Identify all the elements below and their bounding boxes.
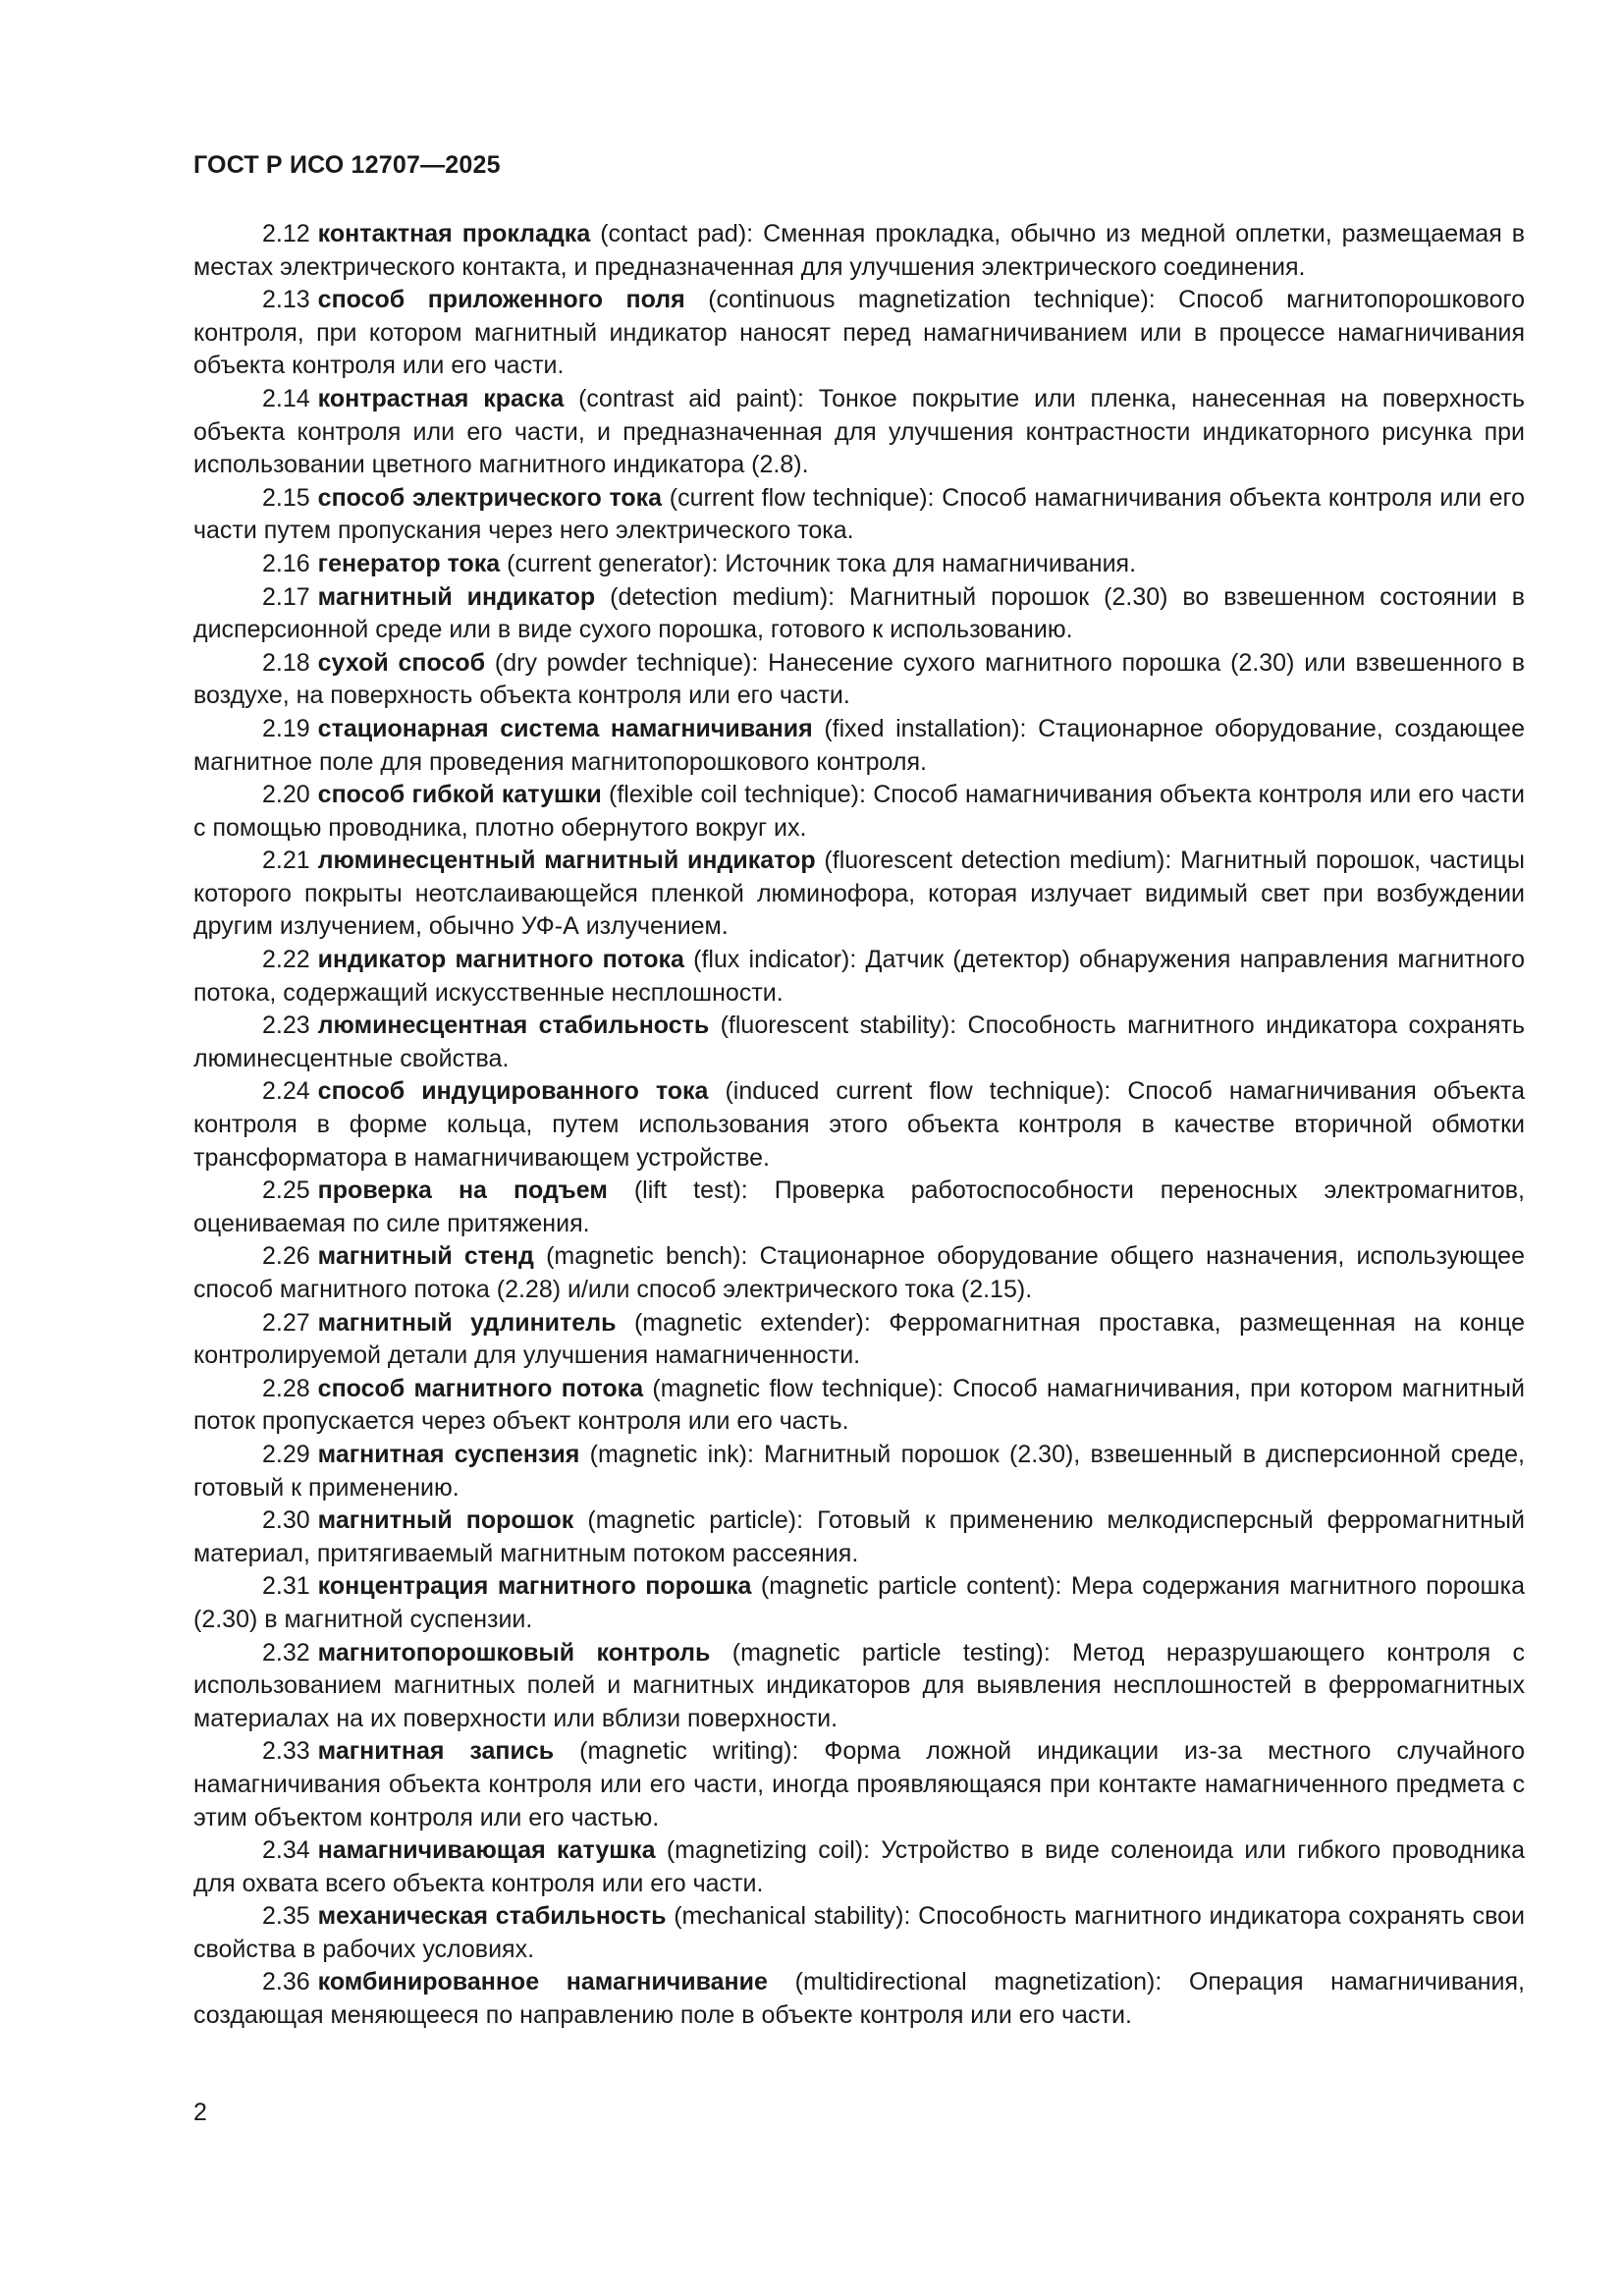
term-definition: (contrast aid paint): Тонкое покрытие или пленка, нанесенная на поверхность объекта контроля или его части, и предназначенная для улучшения контрастности индикаторного рисунка при использовании цветного магнитного индикатора (2.8). xyxy=(193,384,1525,479)
term-entry xyxy=(193,548,1525,581)
term-definition: (magnetic particle content): Мера содержания магнитного порошка (2.30) в магнитной суспензии. xyxy=(193,1572,1525,1633)
term-entry xyxy=(193,944,1525,1010)
term-title: контактная прокладка xyxy=(317,220,591,247)
term-entry xyxy=(193,1373,1525,1439)
term-number: 2.36 xyxy=(262,1968,310,1996)
term-definition: (lift test): Проверка работоспособности переносных электромагнитов, оцениваемая по силе притяжения. xyxy=(193,1176,1525,1237)
term-entry xyxy=(193,383,1525,482)
term-title: способ гибкой катушки xyxy=(317,781,602,809)
term-title: магнитный индикатор xyxy=(317,582,596,611)
term-entry xyxy=(193,1307,1525,1373)
term-title: комбинированное намагничивание xyxy=(317,1968,768,1996)
term-entry xyxy=(193,1834,1525,1900)
term-entry xyxy=(193,284,1525,383)
term-number: 2.27 xyxy=(262,1308,310,1337)
term-number: 2.21 xyxy=(262,847,310,875)
term-definition: (current flow technique): Способ намагничивания объекта контроля или его части путем пропускания через него электрического тока. xyxy=(193,483,1526,545)
term-definition: (magnetizing coil): Устройство в виде соленоида или гибкого проводника для охвата всего объекта контроля или его части. xyxy=(193,1836,1526,1897)
term-definition: (magnetic extender): Ферромагнитная проставка, размещенная на конце контролируемой детали для улучшения намагниченности. xyxy=(193,1308,1525,1370)
term-definition: (continuous magnetization technique): Способ магнитопорошкового контроля, при котором магнитный индикатор наносят перед намагничиванием или в процессе намагничивания объекта контроля или его части. xyxy=(193,286,1525,380)
term-number: 2.12 xyxy=(262,220,310,247)
term-number: 2.34 xyxy=(262,1836,310,1865)
term-title: генератор тока xyxy=(317,549,501,577)
term-number: 2.24 xyxy=(262,1077,310,1106)
standard-designation: ГОСТ Р ИСО 12707—2025 xyxy=(193,151,501,179)
term-definition: (magnetic writing): Форма ложной индикации из-за местного случайного намагничивания объекта контроля или его части, иногда проявляющаяся при контакте намагниченного предмета с этим объектом контроля или его частью. xyxy=(193,1737,1525,1831)
term-number: 2.14 xyxy=(262,384,310,412)
term-title: намагничивающая катушка xyxy=(317,1836,656,1865)
term-title: магнитная суспензия xyxy=(317,1440,580,1468)
term-number: 2.31 xyxy=(262,1572,310,1601)
term-number: 2.16 xyxy=(262,549,310,577)
term-number: 2.29 xyxy=(262,1440,310,1468)
term-definition: (flexible coil technique): Способ намагничивания объекта контроля или его части с помощью проводника, плотно обернутого вокруг их. xyxy=(193,781,1525,842)
term-entry xyxy=(193,1504,1525,1570)
term-definition: (magnetic particle): Готовый к применению мелкодисперсный ферромагнитный материал, притягиваемый магнитным потоком рассеяния. xyxy=(193,1506,1525,1567)
term-number: 2.23 xyxy=(262,1011,310,1040)
term-entry xyxy=(193,482,1525,548)
term-number: 2.32 xyxy=(262,1638,310,1667)
term-definition: (detection medium): Магнитный порошок (2.30) во взвешенном состоянии в дисперсионной среде или в виде сухого порошка, готового к использованию. xyxy=(193,582,1525,644)
term-number: 2.28 xyxy=(262,1374,310,1402)
term-number: 2.25 xyxy=(262,1176,310,1205)
term-number: 2.22 xyxy=(262,946,310,974)
term-definition: (contact pad): Сменная прокладка, обычно из медной оплетки, размещаемая в местах электрического контакта, и предназначенная для улучшения электрического соединения. xyxy=(193,220,1525,281)
term-definition: (current generator): Источник тока для намагничивания. xyxy=(500,549,1137,577)
term-number: 2.33 xyxy=(262,1737,310,1766)
term-entry xyxy=(193,1010,1525,1075)
term-definition: (magnetic flow technique): Способ намагничивания, при котором магнитный поток пропускается через объект контроля или его часть. xyxy=(193,1374,1525,1436)
term-title: магнитный стенд xyxy=(317,1242,534,1271)
term-definition: (flux indicator): Датчик (детектор) обнаружения направления магнитного потока, содержащий искусственные несплошности. xyxy=(193,946,1525,1007)
term-entry xyxy=(193,845,1525,944)
page-number: 2 xyxy=(193,2099,207,2126)
term-definition: (dry powder technique): Нанесение сухого магнитного порошка (2.30) или взвешенного в воздухе, на поверхность объекта контроля или его части. xyxy=(193,648,1525,710)
term-entry xyxy=(193,1075,1525,1175)
term-definition: (magnetic ink): Магнитный порошок (2.30), взвешенный в дисперсионной среде, готовый к применению. xyxy=(193,1440,1526,1502)
term-definition: (fluorescent stability): Способность магнитного индикатора сохранять люминесцентные свойства. xyxy=(193,1011,1525,1072)
term-title: сухой способ xyxy=(317,648,486,677)
term-title: способ приложенного поля xyxy=(317,286,685,314)
term-definition: (fluorescent detection medium): Магнитный порошок, частицы которого покрыты неотслаивающейся пленкой люминофора, которая излучает видимый свет при возбуждении другим излучением, обычно УФ-А излучением. xyxy=(193,847,1525,941)
term-title: индикатор магнитного потока xyxy=(317,946,684,974)
term-entry xyxy=(193,1175,1525,1240)
term-title: люминесцентный магнитный индикатор xyxy=(317,847,816,875)
term-definition: (induced current flow technique): Способ намагничивания объекта контроля в форме кольца, путем использования этого объекта контроля в качестве вторичной обмотки трансформатора в намагничивающем устройстве. xyxy=(193,1077,1525,1172)
term-title: стационарная система намагничивания xyxy=(317,714,813,742)
term-entry xyxy=(193,1637,1525,1736)
term-number: 2.26 xyxy=(262,1242,310,1271)
term-title: магнитопорошковый контроль xyxy=(317,1638,711,1667)
term-title: способ индуцированного тока xyxy=(317,1077,709,1106)
term-title: люминесцентная стабильность xyxy=(317,1011,710,1040)
term-title: способ электрического тока xyxy=(317,483,663,512)
term-definition: (multidirectional magnetization): Операция намагничивания, создающая меняющееся по направлению поле в объекте контроля или его части. xyxy=(193,1968,1525,2030)
term-entry xyxy=(193,1439,1525,1504)
term-number: 2.35 xyxy=(262,1902,310,1931)
term-title: магнитный удлинитель xyxy=(317,1308,617,1337)
term-entry xyxy=(193,218,1525,284)
term-title: концентрация магнитного порошка xyxy=(317,1572,752,1601)
term-title: контрастная краска xyxy=(317,384,565,412)
term-title: магнитная запись xyxy=(317,1737,555,1766)
term-number: 2.15 xyxy=(262,483,310,512)
term-title: способ магнитного потока xyxy=(317,1374,644,1402)
term-entry xyxy=(193,1735,1525,1834)
term-number: 2.20 xyxy=(262,781,310,809)
term-definition: (fixed installation): Стационарное оборудование, создающее магнитное поле для проведения магнитопорошкового контроля. xyxy=(193,714,1525,776)
term-title: механическая стабильность xyxy=(317,1902,667,1931)
term-entry xyxy=(193,581,1525,647)
term-title: проверка на подъем xyxy=(317,1176,608,1205)
term-entry xyxy=(193,1900,1525,1966)
terms-list xyxy=(193,218,1525,2033)
term-number: 2.17 xyxy=(262,582,310,611)
term-definition: (magnetic bench): Стационарное оборудование общего назначения, использующее способ магнитного потока (2.28) и/или способ электрического тока (2.15). xyxy=(193,1242,1525,1303)
term-entry xyxy=(193,779,1525,845)
term-number: 2.19 xyxy=(262,714,310,742)
term-entry xyxy=(193,1966,1525,2032)
term-title: магнитный порошок xyxy=(317,1506,574,1535)
term-entry xyxy=(193,1570,1525,1636)
term-definition: (magnetic particle testing): Метод неразрушающего контроля с использованием магнитных полей и магнитных индикаторов для выявления несплошностей в ферромагнитных материалах на их поверхности или вблизи поверхности. xyxy=(193,1638,1526,1732)
term-number: 2.18 xyxy=(262,648,310,677)
term-entry xyxy=(193,1240,1525,1306)
term-number: 2.30 xyxy=(262,1506,310,1535)
term-entry xyxy=(193,647,1525,713)
term-number: 2.13 xyxy=(262,286,310,314)
term-entry xyxy=(193,713,1525,779)
term-definition: (mechanical stability): Способность магнитного индикатора сохранять свои свойства в рабочих условиях. xyxy=(193,1902,1525,1963)
